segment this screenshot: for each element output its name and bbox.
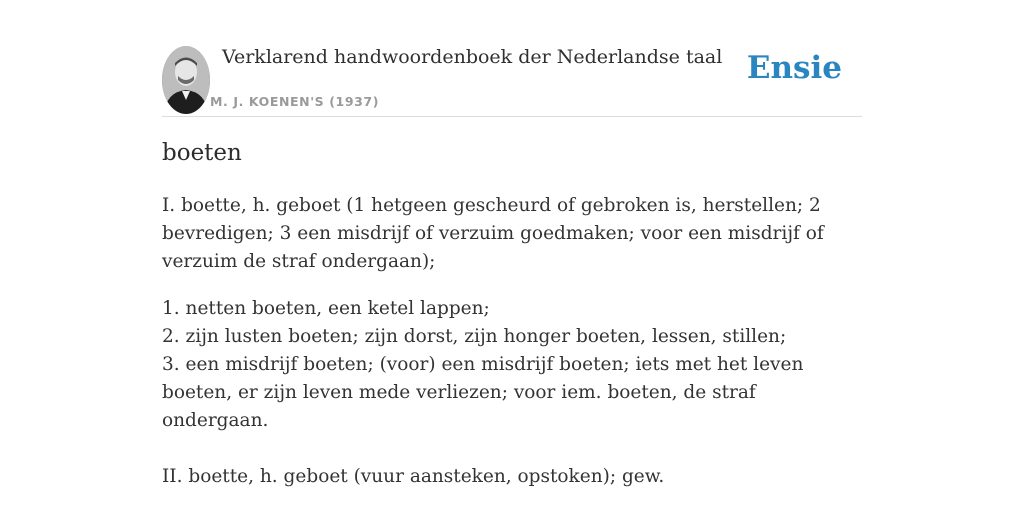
author-portrait	[162, 46, 210, 114]
dictionary-title[interactable]: Verklarend handwoordenboek der Nederlandse taal	[222, 46, 723, 68]
ensie-logo-link[interactable]: Ensie	[746, 50, 842, 86]
author-portrait-image	[162, 46, 210, 114]
entry-headword: boeten	[162, 140, 242, 166]
example-2: 2. zijn lusten boeten; zijn dorst, zijn honger boeten, lessen, stillen;	[162, 326, 787, 347]
page-header	[162, 44, 862, 117]
dictionary-author: M. J. KOENEN'S (1937)	[210, 94, 380, 109]
example-1: 1. netten boeten, een ketel lappen;	[162, 298, 490, 319]
definition-1: I. boette, h. geboet (1 hetgeen gescheurd of gebroken is, herstellen; 2 bevredigen; 3 een misdrijf of verzuim goedmaken; voor een misdrijf of verzuim de straf ondergaan);	[162, 195, 824, 272]
example-3: 3. een misdrijf boeten; (voor) een misdrijf boeten; iets met het leven boeten, er zijn leven mede verliezen; voor iem. boeten, de straf ondergaan.	[162, 354, 804, 431]
definition-2: II. boette, h. geboet (vuur aansteken, opstoken); gew.	[162, 466, 665, 487]
entry-body	[162, 192, 862, 491]
